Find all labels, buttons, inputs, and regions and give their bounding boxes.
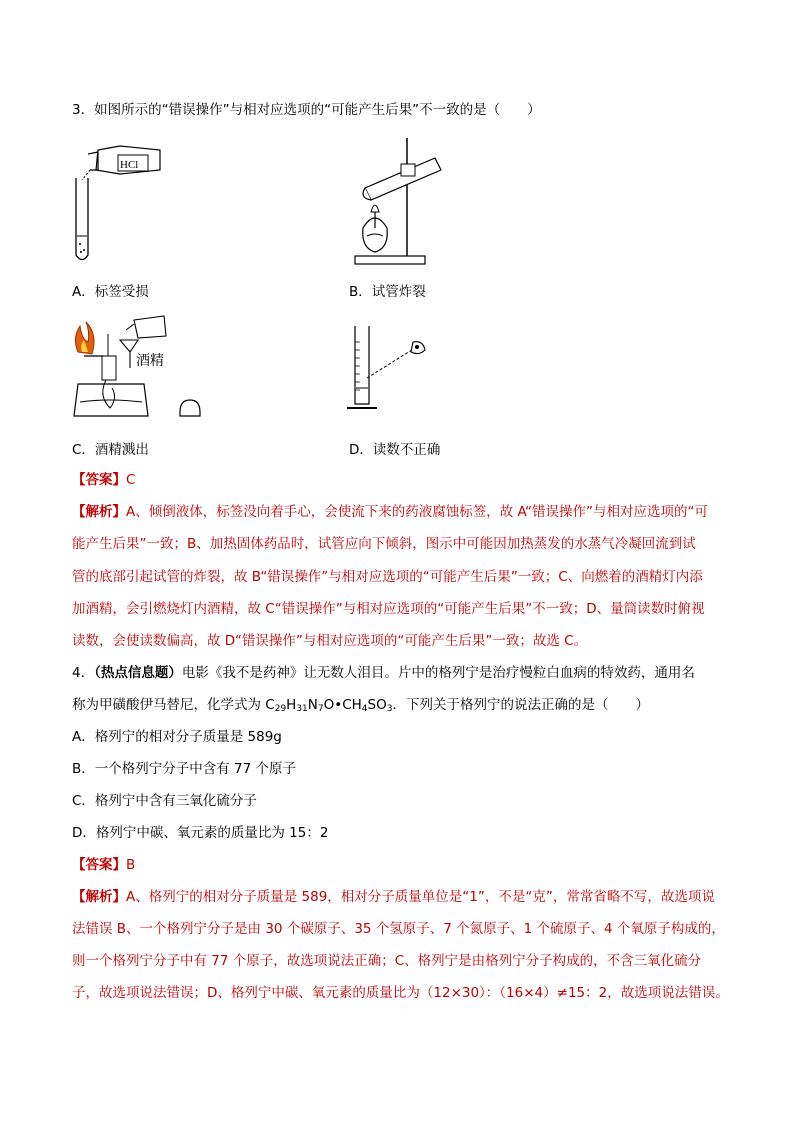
q3-answer-value: C (126, 472, 136, 488)
q4-option-a: A．格列宁的相对分子质量是 589g (72, 729, 282, 745)
q4-answer (72, 855, 135, 875)
q3-analysis-line-2: 能产生后果”一致；B、加热固体药品时，试管应向下倾斜，图示中可能因加热蒸发的水蒸气冷凝回流到试 (72, 536, 696, 552)
q4-question-line-2: 称为甲磺酸伊马替尼，化学式为 $C_{29}H_{31}N_7O•CH_4SO_3$．下列关于格列宁的说法正确的是（ ） (72, 697, 649, 714)
q3-analysis-line-5: 读数，会使读数偏高，故 D“错误操作”与相对应选项的“可能产生后果”一致；故选 C。 (72, 633, 588, 649)
q4-analysis-line-2: 法错误 B、一个格列宁分子是由 30 个碳原子、35 个氢原子、7 个氮原子、1 个硫原子、4 个氧原子构成的， (72, 921, 725, 937)
q4-option-c: C．格列宁中含有三氧化硫分子 (72, 793, 257, 809)
figure-d-cylinder (345, 322, 435, 417)
q4-option-b: B．一个格列宁分子中含有 77 个原子 (72, 761, 297, 777)
q3-option-a: A．标签受损 (72, 284, 149, 300)
q4-question-line-1: 4．（热点信息题）电影《我不是药神》让无数人泪目。片中的格列宁是治疗慢粒白血病的特效药，通用名 (72, 665, 695, 681)
q4-analysis-line-3: 则一个格列宁分子中有 77 个原子，故选项说法正确；C、格列宁是由格列宁分子构成的，不含三氧化硫分 (72, 953, 702, 969)
q3-option-b: B．试管炸裂 (349, 284, 426, 300)
alcohol-label: 酒精 (136, 353, 164, 369)
q4-analysis-line-4: 子，故选项说法错误；D、格列宁中碳、氧元素的质量比为（12×30）：（16×4）≠15：2，故选项说法错误。 (72, 985, 729, 1001)
q3-option-d: D．读数不正确 (349, 442, 441, 458)
figure-b-heating (345, 128, 465, 270)
q4-analysis-tag: 【解析】 (72, 889, 126, 905)
hcl-label: HCl (120, 159, 139, 171)
q3-analysis-line-3: 管的底部引起试管的炸裂，故 B“错误操作”与相对应选项的“可能产生后果”一致；C、向燃着的酒精灯内添 (72, 569, 703, 585)
q4-answer-value: B (126, 857, 136, 873)
q3-answer-tag: 【答案】 (72, 472, 126, 488)
q4-option-d: D．格列宁中碳、氧元素的质量比为 15：2 (72, 825, 329, 841)
q3-analysis-line-4: 加酒精，会引燃烧灯内酒精，故 C“错误操作”与相对应选项的“可能产生后果”不一致；D、量筒读数时俯视 (72, 601, 705, 617)
q3-option-c: C．酒精溅出 (72, 442, 149, 458)
q3-analysis-tag: 【解析】 (72, 504, 126, 520)
q3-analysis-line-1: 【解析】A、倾倒液体，标签没向着手心，会使流下来的药液腐蚀标签，故 A“错误操作”与相对应选项的“可 (72, 504, 709, 520)
q4-answer-tag: 【答案】 (72, 857, 126, 873)
figure-c-alcohol-lamp (68, 312, 208, 432)
q3-question: 3．如图所示的“错误操作”与相对应选项的“可能产生后果”不一致的是（ ） (72, 102, 541, 118)
q3-answer (72, 470, 135, 490)
figure-a-pouring (68, 140, 188, 268)
q4-tag: （热点信息题） (94, 665, 182, 681)
q4-analysis-line-1: 【解析】A、格列宁的相对分子质量是 589，相对分子质量单位是“1”，不是“克”，常常省略不写，故选项说 (72, 889, 715, 905)
